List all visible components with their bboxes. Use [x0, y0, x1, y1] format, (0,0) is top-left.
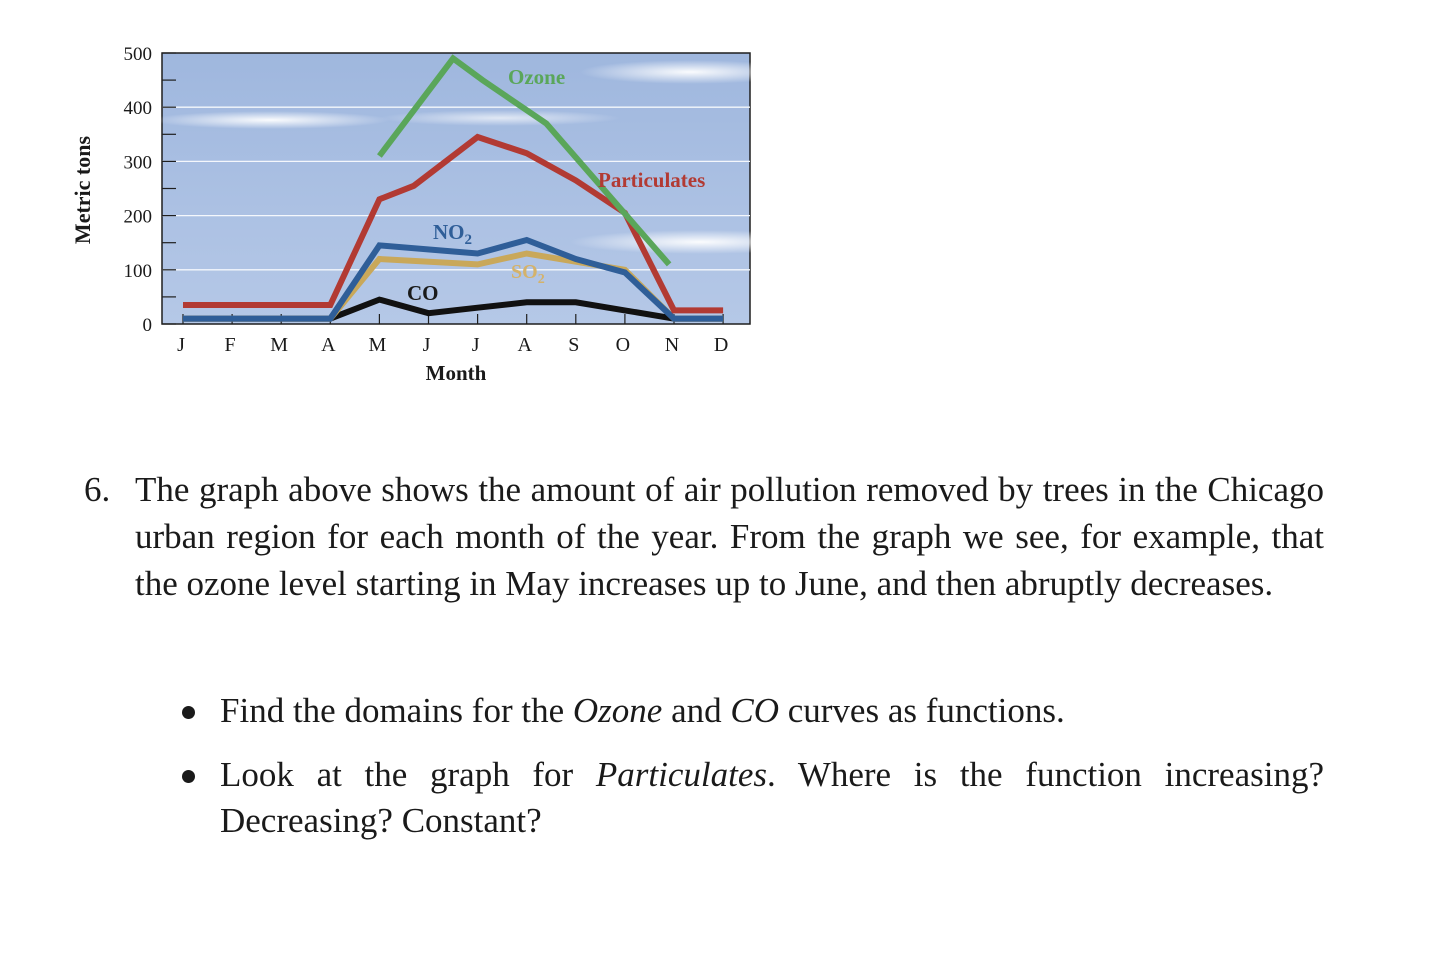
- pollution-chart: [0, 0, 780, 400]
- x-tick-label: O: [615, 334, 631, 356]
- y-tick-label: 400: [123, 98, 152, 120]
- x-tick-label: J: [471, 334, 480, 356]
- question-number: 6.: [84, 470, 111, 509]
- question-6: [84, 466, 1324, 607]
- y-tick-label: 0: [142, 315, 152, 336]
- so2-label-main: SO: [511, 261, 538, 283]
- no2-label-sub: 2: [464, 232, 472, 248]
- y-tick-label: 200: [123, 206, 152, 228]
- x-tick-label: J: [422, 334, 431, 356]
- ozone-label: Ozone: [508, 65, 566, 89]
- y-tick-label: 500: [123, 44, 152, 65]
- x-tick-label: S: [568, 334, 580, 356]
- so2-label-sub: 2: [537, 272, 545, 287]
- x-tick-label: D: [713, 334, 729, 356]
- x-tick-label: A: [517, 334, 532, 356]
- question-bullets: [180, 688, 1324, 862]
- no2-label-main: NO: [433, 220, 465, 244]
- co-label: CO: [407, 281, 439, 305]
- x-tick-label: A: [321, 334, 336, 356]
- x-tick-label: M: [368, 334, 387, 356]
- y-tick-label: 300: [123, 152, 152, 174]
- bullet-dot: [182, 706, 195, 719]
- y-tick-label: 100: [123, 260, 152, 282]
- bullet-domains: Find the domains for the Ozone and CO curves as functions.: [180, 688, 1324, 734]
- bullet-particulates: Look at the graph for Particulates. Where is the function increasing? Decreasing? Constant?: [180, 752, 1324, 844]
- x-tick-label: N: [664, 334, 680, 356]
- x-tick-label: F: [224, 334, 236, 356]
- particulates-label: Particulates: [598, 168, 706, 192]
- question-text: The graph above shows the amount of air pollution removed by trees in the Chicago urban region for each month of the year. From the graph we see, for example, that the ozone level starting in May increases up to June, and then abruptly decreases.: [135, 470, 1324, 603]
- bullet-dot: [182, 770, 195, 783]
- x-tick-label: J: [177, 334, 185, 356]
- ylabel: Metric tons: [70, 135, 95, 245]
- x-tick-label: M: [270, 334, 289, 356]
- xlabel: Month: [425, 361, 487, 385]
